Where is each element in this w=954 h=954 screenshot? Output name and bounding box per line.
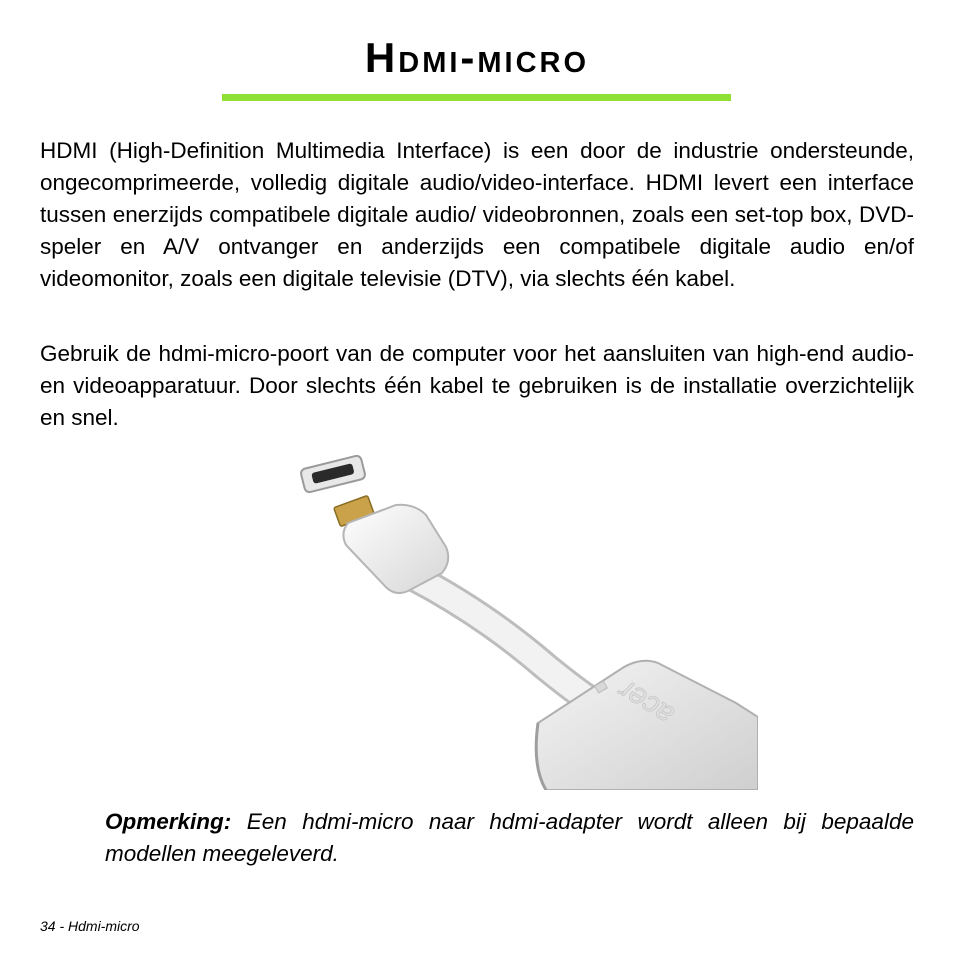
note-text: Een hdmi-micro naar hdmi-adapter wordt alleen bij bepaalde modellen meegeleverd. [105,809,914,866]
note-box [105,806,914,870]
title-underline [222,94,731,101]
usage-paragraph: Gebruik de hdmi-micro-poort van de computer voor het aansluiten van high-end audio- en videoapparatuur. Door slechts één kabel te gebruiken is de installatie overzichtelijk en snel. [40,341,914,430]
hdmi-adapter-illustration [296,455,758,790]
micro-hdmi-port-icon [300,455,366,493]
brand-logo: acer [612,673,680,733]
note-label: Opmerking: [105,809,232,834]
page-footer: 34 - Hdmi-micro [40,918,140,934]
page-title: Hdmi-micro [364,34,590,81]
intro-paragraph: HDMI (High-Definition Multimedia Interface) is een door de industrie ondersteunde, ongecomprimeerde, volledig digitale audio/video-interface. HDMI levert een interface tussen enerzijds compatibele digitale audio/ videobronnen, zoals een set-top box, DVD-speler en A/V ontvanger en anderzijds een compatibele digitale audio en/of videomonitor, zoals een digitale televisie (DTV), via slechts één kabel. [40,138,914,291]
